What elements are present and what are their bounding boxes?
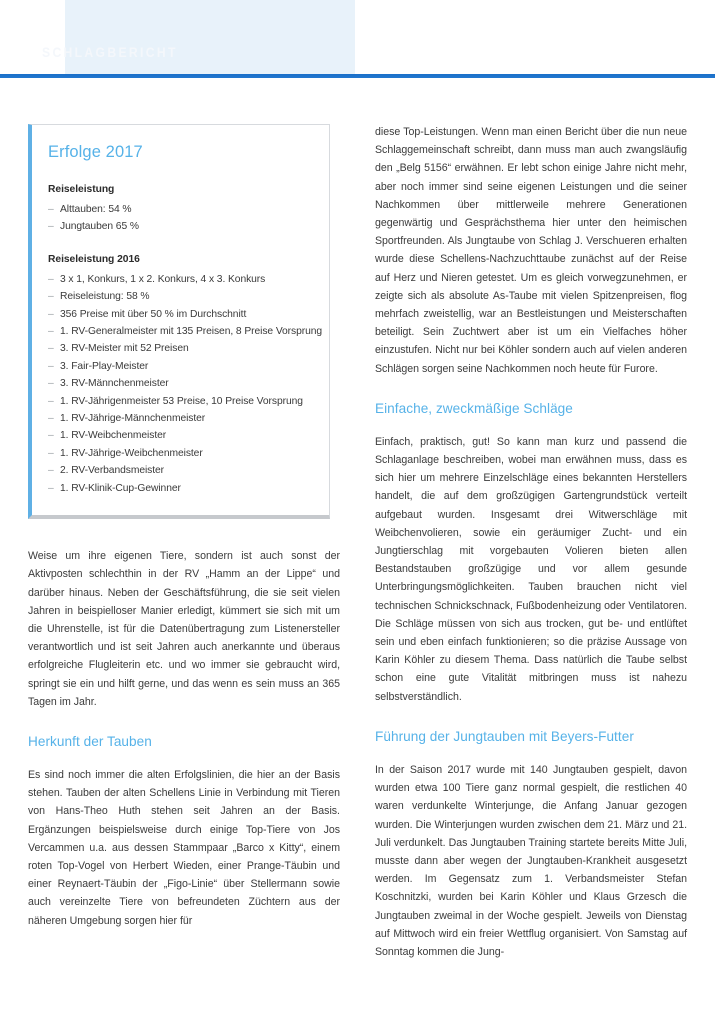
list-item-label: 3 x 1, Konkurs, 1 x 2. Konkurs, 4 x 3. Konkurs (60, 273, 266, 285)
spacer (375, 78, 687, 123)
list-item (48, 340, 313, 357)
right-column (375, 78, 687, 961)
list-item (48, 480, 313, 497)
left-paragraph-1: Weise um ihre eigenen Tiere, sondern ist auch sonst der Aktivposten schlechthin in der RV „Hamm an der Lippe“ und darüber hinaus. Neben der Geschäftsführung, die sie seit vielen Jahren in beispielloser Manier erledigt, kümmert sie sich mit um die Uhrenstelle, ist für die Datenübertragung zum Listenersteller verantwortlich und ist seit Jahren auch anerkannte und überaus erfolgreiche Flugleiterin etc. und wo immer sie gebraucht wird, springt sie ein und hilft gerne, und das wenn es sein muss an 365 Tagen im Jahr. (28, 550, 340, 708)
spacer (28, 519, 340, 547)
dash-bullet: – (48, 291, 54, 303)
list-item (48, 288, 313, 305)
list-item (48, 393, 313, 410)
dash-bullet: – (48, 204, 54, 215)
list-item-label: 3. Fair-Play-Meister (60, 360, 149, 372)
dash-bullet: – (48, 482, 54, 494)
list-item-label: 1. RV-Weibchenmeister (60, 430, 167, 442)
right-paragraph-3: In der Saison 2017 wurde mit 140 Jungtauben gespielt, davon wurden etwa 100 Tiere ganz normal gespielt, die restlichen 40 waren verdunkelte Winterjunge, die Anfang Januar gezogen wurden. Die Winterjungen wurden zwischen dem 21. März und 21. Juli verdunkelt. Das Jungtauben Training startete bereits Mitte Juli, musste dann aber wegen der Jungtauben-Krankheit ausgesetzt werden. Im Gegensatz zum 1. Verbandsmeister Stefan Koschnitzki, wurden bei Karin Köhler und Klaus Grzesch die Jungtauben zweimal in der Woche gespielt. Jeweils von Dienstag auf Mittwoch wird ein freier Wettflug organisiert. Von Samstag auf Sonntag kommen die Jung- (375, 763, 687, 958)
list-item-label: 356 Preise mit über 50 % im Durchschnitt (60, 308, 247, 320)
page-title: SCHLAGBERICHT (42, 45, 178, 60)
list-item (48, 271, 313, 288)
section-heading-herkunft: Herkunft der Tauben (28, 733, 152, 749)
right-paragraph-1: diese Top-Leistungen. Wenn man einen Bericht über die nun neue Schlaggemeinschaft schreibt, dann muss man auch zwangsläufig den „Belg 5156“ erwähnen. Er lebt schon einige Jahre nicht mehr, aber noch immer sind seine eigenen Leistungen und die seiner Nachkommen über mittlerweile mehrere Generationen gegenwärtig und Gesprächsthema hier unter den heimischen Sportfreunden. Als Jungtaube von Schlag J. Verschueren erhalten wurde diese Schellens-Nachzuchttaube zunächst auf der Reise auf Herz und Nieren getestet. Um es gleich vorwegzunehmen, er zeigte sich als absolute As-Taube mit vielen Spitzenpreisen, flog mehrfach zweistellig, war an Bestleistungen und Meisterschaften beteiligt. Sein Zuchtwert aber ist um ein Vielfaches höher einzustufen. Nicht nur bei Köhler sondern auch auf vielen anderen Schlägen sorgen seine Nachkommen noch heute für Furore. (375, 126, 687, 375)
list-item (48, 323, 323, 340)
list-item (48, 445, 313, 462)
list-item-label: 3. RV-Meister mit 52 Preisen (60, 343, 189, 355)
dash-bullet: – (48, 465, 54, 477)
dash-bullet: – (48, 360, 54, 372)
info-group-2-list (48, 271, 323, 497)
page-header-banner (0, 0, 715, 78)
dash-bullet: – (48, 308, 54, 320)
list-item (48, 306, 313, 323)
list-item-label: 2. RV-Verbandsmeister (60, 465, 165, 477)
list-item-label: Reiseleistung: 58 % (60, 291, 150, 303)
list-item (48, 462, 313, 479)
dash-bullet: – (48, 447, 54, 459)
list-item-label: 1. RV-Jährige-Männchenmeister (60, 413, 206, 425)
info-group-1-heading: Reiseleistung (48, 184, 115, 195)
dash-bullet: – (48, 273, 54, 285)
left-paragraph-2: Es sind noch immer die alten Erfolgslinien, die hier an der Basis stehen. Tauben der alten Schellens Linie in Verbindung mit Tieren von Hans-Theo Huth stehen seit Jahren an der Basis. Ergänzungen beispielsweise durch einige Top-Tiere von Jos Vercammen u.a. aus dessen Stammpaar „Barco x Kitty“, einem roten Top-Vogel von Herbert Wieden, einer Prange-Täubin und einer Reynaert-Täubin der „Figo-Linie“ über Stellermann sowie auch vereinzelte Tiere von befreundeten Züchtern aus der näheren Umgebung sorgen hier für (28, 768, 340, 927)
info-box-title: Erfolge 2017 (48, 143, 143, 161)
dash-bullet: – (48, 395, 54, 407)
banner-highlight-panel (65, 0, 355, 78)
list-item (48, 427, 313, 444)
section-heading-fuehrung: Führung der Jungtauben mit Beyers-Futter (375, 728, 634, 744)
list-item-label: Jungtauben 65 % (60, 221, 139, 233)
dash-bullet: – (48, 326, 54, 338)
erfolge-info-box (28, 124, 330, 519)
page-content (0, 78, 715, 1024)
dash-bullet: – (48, 430, 54, 442)
dash-bullet: – (48, 413, 54, 425)
list-item (48, 410, 313, 427)
list-item-label: 1. RV-Jährige-Weibchenmeister (60, 447, 203, 459)
left-column (28, 78, 340, 930)
right-paragraph-2: Einfach, praktisch, gut! So kann man kurz und passend die Schlaganlage beschreiben, wobei man erwähnen muss, dass es sich hier um mehrere Einzelschläge eines bekannten Herstellers handelt, die auf dem großzügigen Gartengrundstück verteilt aufgebaut wurden. Insgesamt drei Witwerschläge mit Weibchenvolieren, sowie ein geräumiger Zucht- und ein Jungtierschlag mit vorgebauten Volieren bieten allen Bestandstauben großzügige und vor allem gesunde Unterbringungsmöglichkeiten. Tauben brauchen nicht viel technischen Schnickschnack, Fußbodenheizung oder Ventilatoren. Die Schläge müssen von sich aus trocken, gut be- und entlüftet sein und eben einfach funktionieren; so die präzise Aussage von Karin Köhler zu diesem Thema. Dass natürlich die Taube selbst schon eine gute Vitalität mitbringen muss ist nahezu selbstverständlich. (375, 435, 687, 703)
dash-bullet: – (48, 343, 54, 355)
list-item-label: 1. RV-Jährigenmeister 53 Preise, 10 Preise Vorsprung (60, 395, 303, 407)
info-group-2-heading: Reiseleistung 2016 (48, 253, 140, 265)
list-item (48, 375, 313, 392)
list-item (48, 358, 313, 375)
section-heading-schlaege: Einfache, zweckmäßige Schläge (375, 400, 573, 416)
list-item-label: Alttauben: 54 % (60, 204, 132, 215)
list-item-label: 1. RV-Generalmeister mit 135 Preisen, 8 Preise Vorsprung (60, 326, 323, 338)
list-item (48, 201, 313, 218)
list-item (48, 218, 313, 235)
info-group-1-list (48, 201, 313, 236)
list-item-label: 1. RV-Klinik-Cup-Gewinner (60, 482, 181, 494)
dash-bullet: – (48, 221, 54, 233)
dash-bullet: – (48, 378, 54, 390)
list-item-label: 3. RV-Männchenmeister (60, 378, 169, 390)
